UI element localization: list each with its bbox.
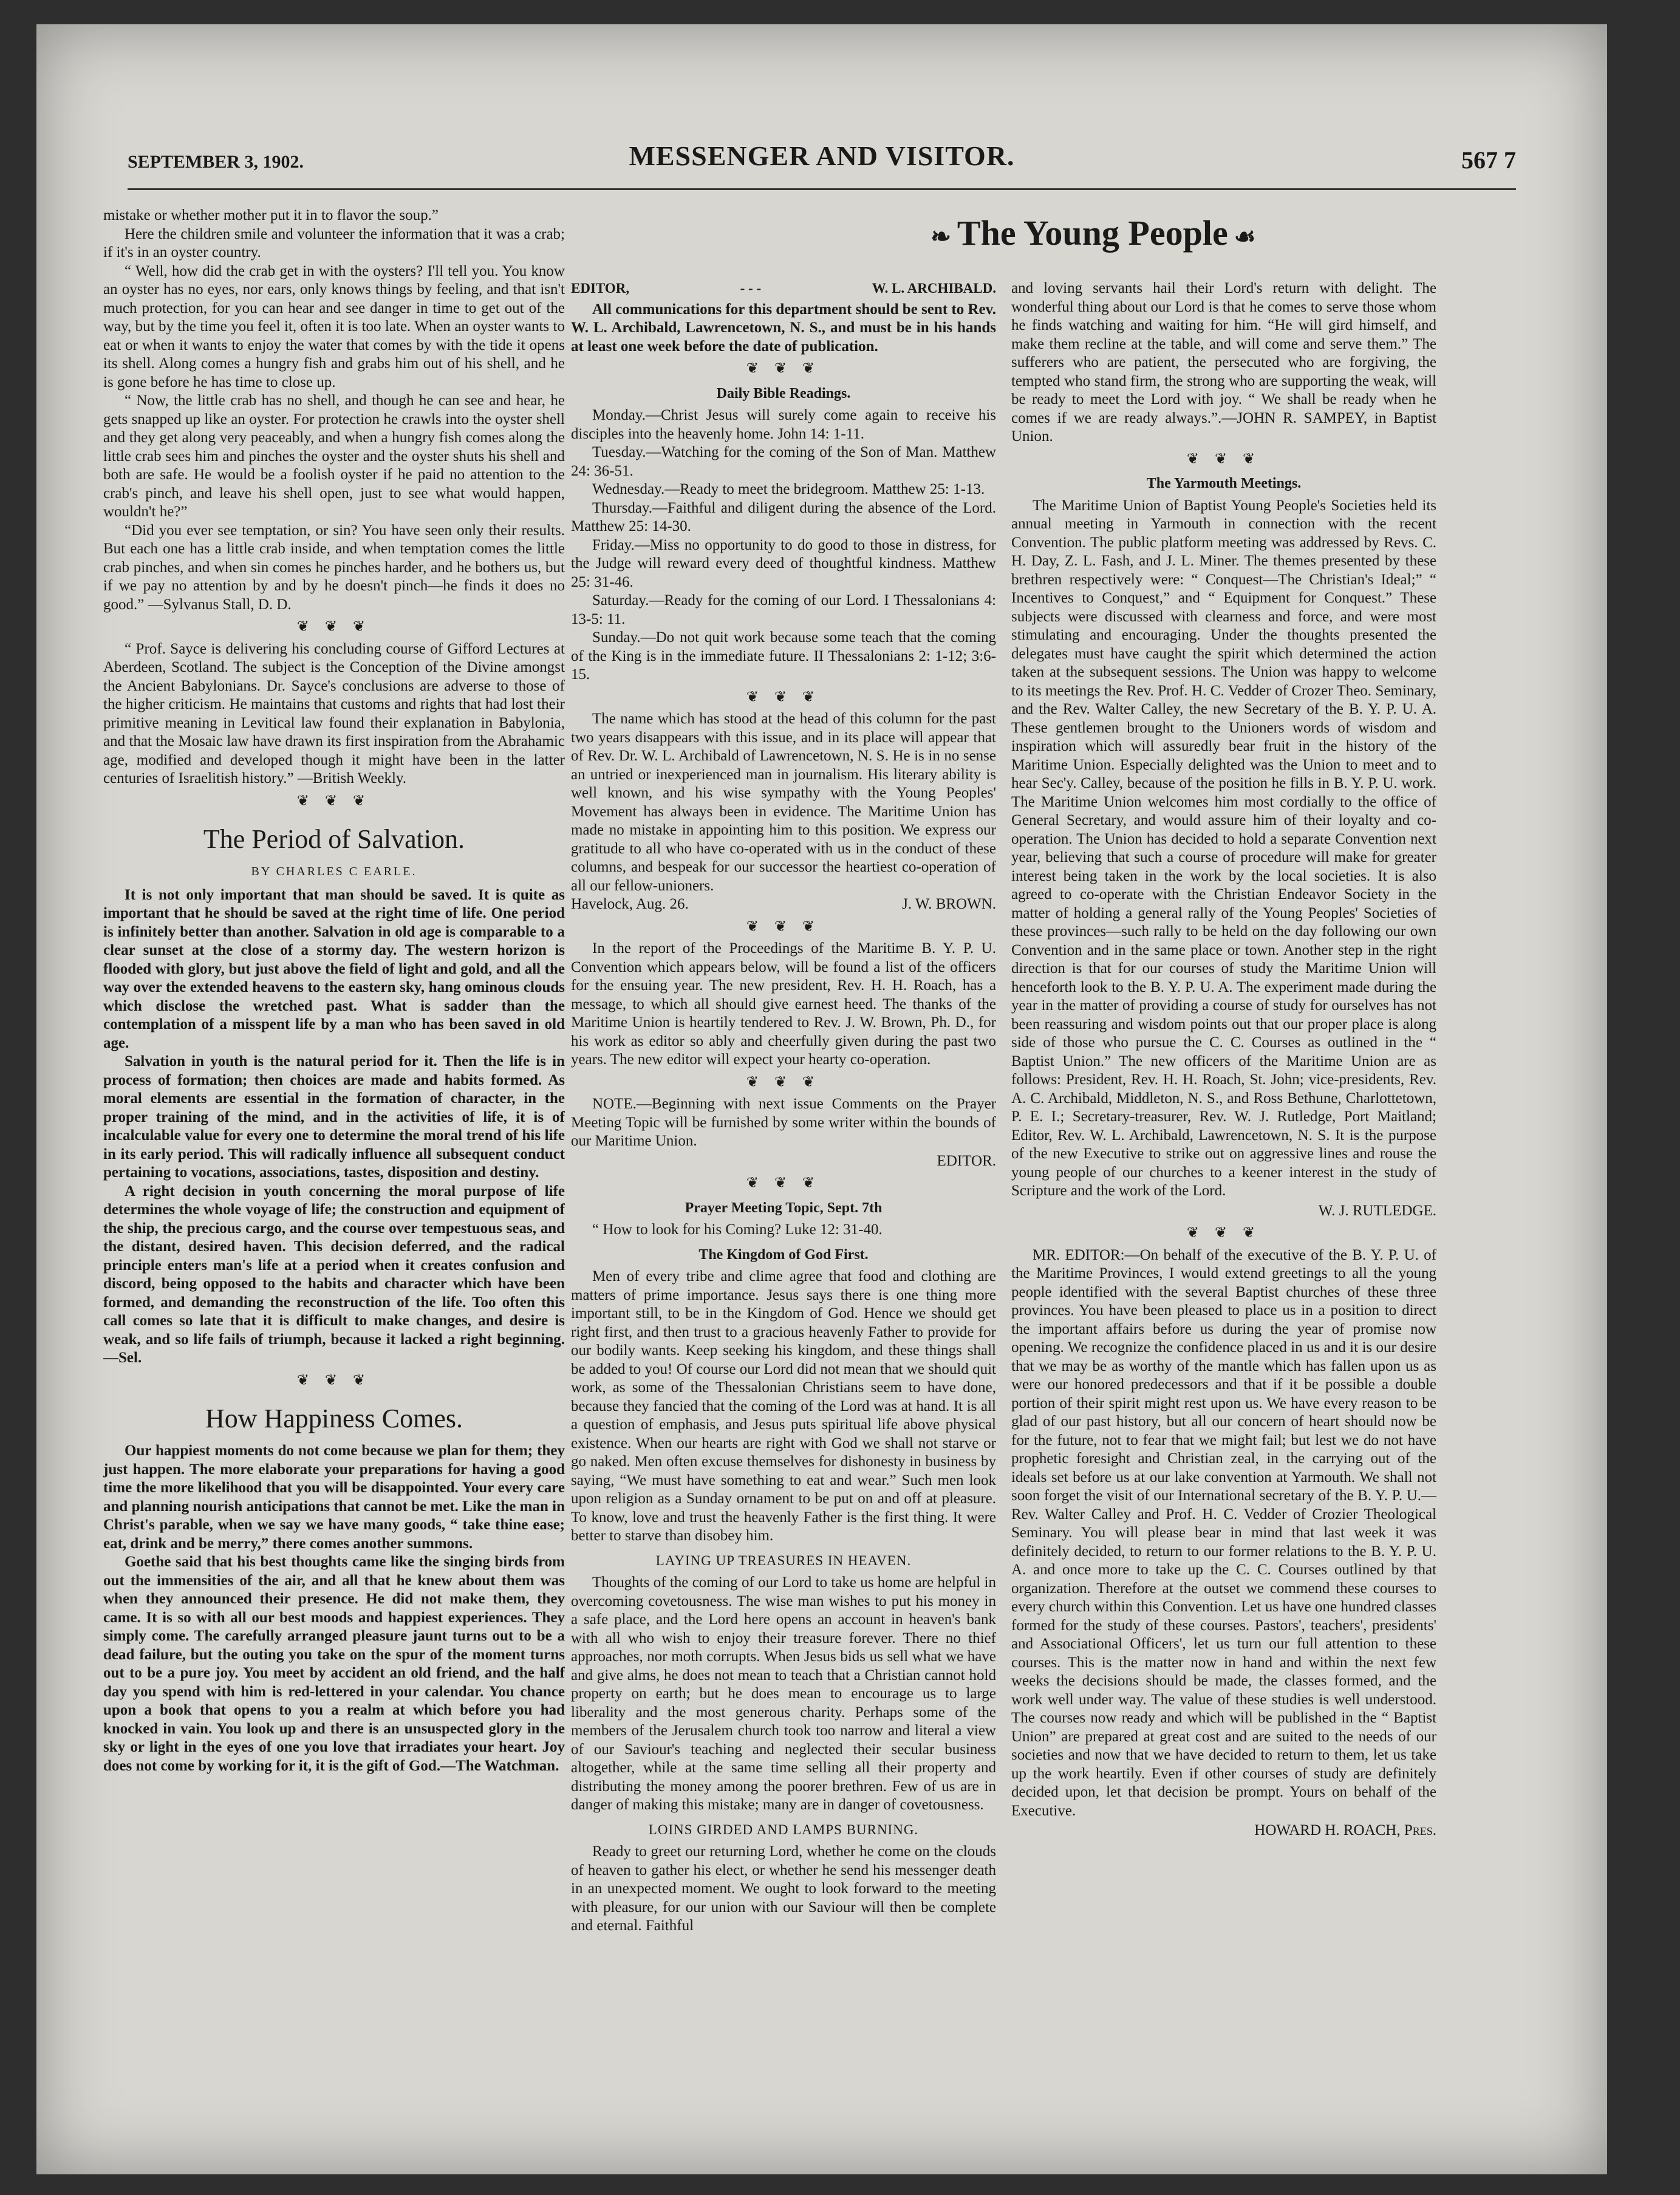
paragraph: The name which has stood at the head of this column for the past two years disappears with this issue, and in its place will appear that of Rev. Dr. W. L. Archibald of Lawrencetown, N. S. He is in no sense an untried or inexperienced man in journalism. His literary ability is well known, and his wise sympathy with the Young Peoples' Movement has always been in evidence. The Maritime Union has made no mistake in appointing him to this position. We express our gratitude to all who have co-operated with us in the conduct of these columns, and bespeak for our successor the heartiest co-operation of all our fellow-unioners. <box>571 711 996 894</box>
paragraph: “ Now, the little crab has no shell, and though he can see and hear, he gets snapped up like an oyster. For protection he crawls into the oyster shell and they get along very peaceably, and when a hungry fish comes along the little crab sees him and pinches the oyster and the oyster shuts his shell and both are safe. He would be a foolish oyster if he paid no attention to the crab's pinch, and leave his shell open, just to see what would happen, wouldn't he?” <box>103 392 565 520</box>
paragraph: It is not only important that man should be saved. It is quite as important that he should be saved at the right time of life. One period is infinitely better than another. Salvation in old age is comparable to a clear sunset at the close of a stormy day. The western horizon is flooded with glory, but just above the field of light and gold, and all the way over the extended heavens to the eastern sky, hang ominous clouds which disclose the wretched past. What is sadder than the contemplation of a misspent life by a man who has been saved in old age. <box>103 886 565 1051</box>
fleuron-icon: ❧ <box>930 223 957 250</box>
paragraph: “ Prof. Sayce is delivering his concluding course of Gifford Lectures at Aberdeen, Scotland. The subject is the Conception of the Divine amongst the Ancient Babylonians. Dr. Sayce's conclusions are adverse to those of the higher criticism. He maintains that customs and rights that had lost their primitive meaning in Levitical law found their explanation in Babylonia, and that the Mosaic law have drawn its first inspiration from the Abrahamic age, modified and developed though it might have been in the latter centuries of Israelitish history.” —British Weekly. <box>103 640 565 787</box>
paragraph: NOTE.—Beginning with next issue Comments on the Prayer Meeting Topic will be furnished by some writer within the bounds of our Maritime Union. <box>571 1096 996 1149</box>
page-number: 567 7 <box>1461 146 1516 174</box>
section-ornament: ❦ ❦ ❦ <box>746 918 821 935</box>
signature-row <box>571 895 996 914</box>
paragraph: “ How to look for his Coming? Luke 12: 31-40. <box>592 1221 883 1238</box>
paragraph: Here the children smile and volunteer the information that it was a crab; if it's in an oyster country. <box>103 225 565 261</box>
masthead: MESSENGER AND VISITOR. <box>629 140 1015 171</box>
section-ornament: ❦ ❦ ❦ <box>296 793 372 809</box>
section-ornament: ❦ ❦ ❦ <box>746 689 821 705</box>
section-ornament: ❦ ❦ ❦ <box>746 361 821 377</box>
paragraph: In the report of the Proceedings of the Maritime B. Y. P. U. Convention which appears below, will be found a list of the officers for the ensuing year. The new president, Rev. H. H. Roach, has a message, to which all should give earnest heed. The thanks of the Maritime Union is heartily tendered to Rev. J. W. Brown, Ph. D., for his work as editor so ably and cheerfully given during the past two years. The new editor will expect your hearty co-operation. <box>571 940 996 1068</box>
section-ornament: ❦ ❦ ❦ <box>746 1175 821 1191</box>
reading-item: Saturday.—Ready for the coming of our Lord. I Thessalonians 4: 13-5: 11. <box>571 592 996 627</box>
dateline: Havelock, Aug. 26. <box>571 896 689 912</box>
reading-item: Tuesday.—Watching for the coming of the Son of Man. Matthew 24: 36-51. <box>571 444 996 479</box>
subheading: The Kingdom of God First. <box>698 1246 869 1263</box>
subheading: LAYING UP TREASURES IN HEAVEN. <box>655 1552 912 1568</box>
column-left <box>103 207 565 2138</box>
paragraph: “Did you ever see temptation, or sin? You have seen only their results. But each one has a little crab inside, and when temptation comes the little crab pinches, and when sin comes he pinches harder, and he bothers us, but if we pay no attention by and by he doesn't pinch—he finds it does no good.” —Sylvanus Stall, D. D. <box>103 522 565 613</box>
paragraph: and loving servants hail their Lord's return with delight. The wonderful thing about our Lord is that he comes to serve those whom he finds watching and waiting for him. “He will gird himself, and make them recline at the table, and will come and serve them.” The sufferers who are patient, the persecuted who are forgiving, the tempted who stand firm, the strong who are supporting the weak, will be ready to meet the Lord with joy. “ We shall be ready when he comes if we are ready always.”.—JOHN R. SAMPEY, in Baptist Union. <box>1011 280 1436 445</box>
paragraph: A right decision in youth concerning the moral purpose of life determines the whole voyage of life; the construction and equipment of the ship, the precious cargo, and the course over tempestuous seas, and the distant, desired haven. This decision deferred, and the radical principle enters man's life at a period when it creates confusion and discord, being opposed to the habits and character which have been formed, and demanding the reconstruction of the life. Too often this call comes so late that it is difficult to make changes, and desire is weak, and so life fails of triumph, because it lacked a right beginning.—Sel. <box>103 1183 565 1366</box>
section-ornament: ❦ ❦ ❦ <box>296 1372 372 1388</box>
editor-label: EDITOR, <box>571 281 630 296</box>
editor-line <box>571 279 996 298</box>
signature: HOWARD H. ROACH, Pres. <box>1254 1822 1436 1838</box>
fleuron-icon: ☙ <box>1228 223 1256 250</box>
paragraph: All communications for this department should be sent to Rev. W. L. Archibald, Lawrencetown, N. S., and must be in his hands at least one week before the date of publication. <box>571 301 996 355</box>
newspaper-page <box>36 24 1607 2174</box>
subheading: Prayer Meeting Topic, Sept. 7th <box>685 1200 883 1216</box>
paragraph: Men of every tribe and clime agree that food and clothing are matters of prime importance. Jesus says there is one thing more important still, to be in the Kingdom of God. Hence we should get right first, and then trust to a gracious heavenly Father to provide for our bodily wants. Keep seeking his kingdom, and these things shall be added to you! Of course our Lord did not mean that we should quit work, as some of the Thessalonian Christians seem to have done, because they fancied that the coming of the Lord was at hand. It is all a question of emphasis, and Jesus puts spiritual life above physical existence. When our hearts are right with God we shall not starve or go naked. Men often excuse themselves for dishonesty in business by saying, “We must have something to eat and wear.” Such men look upon religion as a Sunday ornament to be put on and off at pleasure. To know, love and trust the heavenly Father is the first thing. It were better to starve than disobey him. <box>571 1268 996 1544</box>
reading-item: Monday.—Christ Jesus will surely come again to receive his disciples into the heavenly home. John 14: 1-11. <box>571 407 996 442</box>
paragraph: “ Well, how did the crab get in with the oysters? I'll tell you. You know an oyster has no eyes, nor ears, only knows things by feeling, and that isn't much protection, for you can hear and see danger in time to get out of the way, but by the time you feel it, often it is too late. When an oyster wants to eat or when it wants to enjoy the water that comes by with the tide it opens its shell. Along comes a hungry fish and grabs him out of his shell, and he is gone before he has time to close up. <box>103 262 565 391</box>
signature: EDITOR. <box>937 1152 996 1169</box>
paragraph: MR. EDITOR:—On behalf of the executive of the B. Y. P. U. of the Maritime Provinces, I would extend greetings to all the young people identified with the several Baptist churches of these three provinces. You have been pleased to place us in a position to direct the important affairs before us during the year of promise now opening. We recognize the confidence placed in us and it is our desire that we may be as worthy of the mantle which has fallen upon us as were our honored predecessors and that if it be possible a double portion of their spirit might rest upon us. We have every reason to be glad of our past history, but all our concern of heart should now be for the future, not to fear that we might fail; but lest we do not have prophetic foresight and Christian zeal, in the carrying out of the ideals set before us at our lake convention at Yarmouth. We shall not soon forget the visit of our International secretary of the B. Y. P. U.—Rev. Walter Calley and Prof. H. C. Vedder of Crozier Theological Seminary. You will please bear in mind that last week it was definitely decided, to return to our former relations to the B. Y. P. U. A. and once more to take up the C. C. Courses outlined by that organization. Therefore at the outset we commend these courses to every church within this Convention. Let us have one hundred classes formed for the study of these courses. Pastors', teachers', presidents' and Associational Officers', let us turn our full attention to these courses. This is the matter now in hand and within the next few weeks the decisions should be made, the classes formed, and the work well under way. The value of these studies is well understood. The courses now ready and which will be published in the “ Baptist Union” are prepared at great cost and are suited to the needs of our societies and now that we have decided to return to them, let us take up the work heartily. Even if other courses of study are definitely decided upon, let that decision be prompt. Yours on behalf of the Executive. <box>1011 1246 1436 1819</box>
reading-item: Wednesday.—Ready to meet the bridegroom. Matthew 25: 1-13. <box>592 481 985 497</box>
paragraph: Our happiest moments do not come because we plan for them; they just happen. The more elaborate your preparations for having a good time the more likelihood that you will be disappointed. Your every care and planning nourish anticipations that cannot be met. Like the man in Christ's parable, when we say we have many goods, “ take thine ease; eat, drink and be merry,” there comes another summons. <box>103 1442 565 1552</box>
paragraph: Goethe said that his best thoughts came like the singing birds from out the immensities of the air, and all that he knew about them was when they announced their presence. He did not make them, they came. It is so with all our best moods and happiest experiences. They simply come. The carefully arranged pleasure jaunt turns out to be a dead failure, but the outing you take on the spur of the moment turns out to be a pure joy. You meet by accident an old friend, and the half day you spend with him is red-lettered in your calendar. You chance upon a book that opens to you a realm at which before you had knocked in vain. You look up and there is an unsuspected glory in the sky or light in the eyes of one you love that irradiates your heart. Joy does not come by working for it, it is the gift of God.—The Watchman. <box>103 1554 565 1774</box>
page-header <box>128 134 1516 190</box>
reading-item: Sunday.—Do not quit work because some teach that the coming of the King is in the immediate future. II Thessalonians 2: 1-12; 3:6-15. <box>571 629 996 683</box>
issue-date: SEPTEMBER 3, 1902. <box>128 152 304 172</box>
article-byline: BY CHARLES C EARLE. <box>251 865 417 878</box>
column-right <box>1011 207 1436 2138</box>
section-ornament: ❦ ❦ ❦ <box>1186 451 1262 467</box>
column-middle <box>571 207 996 2138</box>
subheading: The Yarmouth Meetings. <box>1146 476 1302 491</box>
subheading: LOINS GIRDED AND LAMPS BURNING. <box>648 1821 919 1837</box>
signature: W. J. RUTLEDGE. <box>1318 1202 1436 1219</box>
paragraph: Ready to greet our returning Lord, whether he come on the clouds of heaven to gather his elect, or whether he send his messenger death in an unexpected moment. We ought to look forward to the meeting with pleasure, for our union with our Saviour will then be complete and eternal. Faithful <box>571 1843 996 1934</box>
reading-item: Friday.—Miss no opportunity to do good to those in distress, for the Judge will reward every deed of thoughtful kindness. Matthew 25: 31-46. <box>571 536 996 590</box>
section-ornament: ❦ ❦ ❦ <box>1186 1225 1262 1241</box>
paragraph: Thoughts of the coming of our Lord to take us home are helpful in overcoming covetousness. The wise man wishes to put his money in a safe place, and the Lord here opens an account in heaven's bank with all who wish to enjoy their treasure forever. There no thief approaches, nor moth corrupts. When Jesus bids us sell what we have and give alms, he does not mean to teach that a Christian cannot hold property on earth; but he does mean to encourage us to large liberality and the most generous charity. Perhaps some of the members of the Jerusalem church took too narrow and literal a view of our Saviour's teaching and neglected their secular business altogether, while at the same time selling all their property and distributing the money among the poorer brethren. Few of us are in danger of making this mistake; many are in danger of covetousness. <box>571 1574 996 1813</box>
editor-name: W. L. ARCHIBALD. <box>872 281 996 296</box>
editor-dashes: - - - <box>740 281 762 296</box>
article-title-salvation: The Period of Salvation. <box>203 824 465 854</box>
paragraph: mistake or whether mother put it in to flavor the soup.” <box>103 207 439 224</box>
section-title-text: The Young People <box>957 213 1228 253</box>
paragraph: Salvation in youth is the natural period for it. Then the life is in process of formation; then choices are made and habits formed. As moral elements are essential in the formation of character, in the proper training of the mind, and in the activities of life, it is of incalculable value for every one to determine the moral trend of his life in its early period. This will radically influence all subsequent conduct pertaining to vocations, associations, tastes, disposition and destiny. <box>103 1053 565 1181</box>
subheading: Daily Bible Readings. <box>716 385 851 401</box>
reading-item: Thursday.—Faithful and diligent during the absence of the Lord. Matthew 25: 14-30. <box>571 499 996 534</box>
section-ornament: ❦ ❦ ❦ <box>746 1074 821 1090</box>
paragraph: The Maritime Union of Baptist Young People's Societies held its annual meeting in Yarmouth in connection with the recent Convention. The public platform meeting was addressed by Revs. C. H. Day, Z. L. Fash, and J. L. Miner. The themes presented by these brethren respectively were: “ Conquest—The Christian's Ideal;” “ Incentives to Conquest,” and “ Equipment for Conquest.” These subjects were discussed with clearness and force, and were most stimulating and encouraging. Under the thoughts presented the delegates must have caught the spirit which determined the action taken at the subsequent sessions. The Union was happy to welcome to its meetings the Rev. Prof. H. C. Vedder of Crozer Theo. Seminary, and the Rev. Walter Calley, the new Secretary of the B. Y. P. U. A. These gentlemen brought to the Unioners words of wisdom and inspiration which will assuredly bear fruit in the history of the Maritime Union. Especially delighted was the Union to meet and to hear Sec'y. Calley, because of the position he fills in B. Y. P. U. work. The Maritime Union welcomes him most cordially to the office of General Secretary, and would assure him of their loyalty and co-operation. The Union has decided to hold a separate Convention next year, believing that such a course of procedure will make for greater interest being taken in the work by the local societies. It is also agreed to co-operate with the Christian Endeavor Society in the matter of holding a general rally of the Young Peoples' Societies of these provinces—such rally to be held on the day following our own Convention and in the same place or town. Another step in the right direction is that for our courses of study the Maritime Union will henceforth look to the B. Y. P. U. A. The experiment made during the year in the matter of providing a course of study for ourselves has not been reassuring and wisdom points out that our proper place is along side of those who pursue the C. C. Courses as outlined in the “ Baptist Union.” The new officers of the Maritime Union are as follows: President, Rev. H. H. Roach, St. John; vice-presidents, Rev. A. C. Archibald, Middleton, N. S., and Ross Bethune, Charlottetown, P. E. I.; Secretary-treasurer, Rev. W. J. Rutledge, Port Maitland; Editor, Rev. W. L. Archibald, Lawrencetown, N. S. It is the purpose of the new Executive to strike out on aggressive lines and rouse the young people of our churches to a keener interest in the study of Scripture and the work of the Lord. <box>1011 497 1436 1199</box>
signature: J. W. BROWN. <box>902 896 996 912</box>
article-title-happiness: How Happiness Comes. <box>205 1404 463 1433</box>
section-ornament: ❦ ❦ ❦ <box>296 619 372 635</box>
